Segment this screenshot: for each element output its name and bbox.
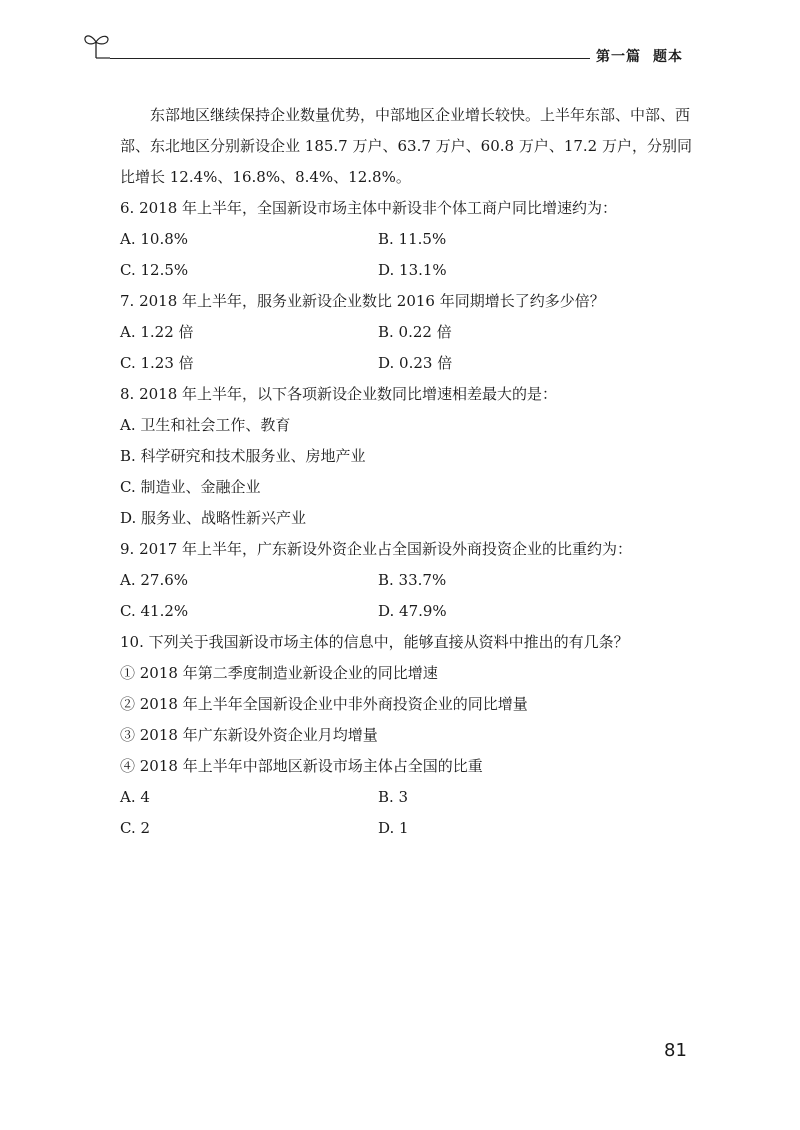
question-10 xyxy=(120,627,700,844)
question-text: 7. 2018 年上半年，服务业新设企业数比 2016 年同期增长了约多少倍？ xyxy=(120,292,605,310)
header-section: 题本 xyxy=(653,49,683,65)
option-b[interactable]: B. 3 xyxy=(378,788,409,806)
option-b[interactable]: B. 科学研究和技术服务业、房地产业 xyxy=(120,447,366,465)
header-rule xyxy=(110,58,590,59)
intro-paragraph: 东部地区继续保持企业数量优势，中部地区企业增长较快。上半年东部、中部、西部、东北地区分别新设企业 185.7 万户、63.7 万户、60.8 万户、17.2 万户，分别同比增长 12.4%、16.8%、8.4%、12.8%。 xyxy=(120,106,692,186)
option-c[interactable]: C. 41.2% xyxy=(120,602,189,620)
option-c[interactable]: C. 2 xyxy=(120,819,151,837)
option-a[interactable]: A. 10.8% xyxy=(120,230,189,248)
page-number: 81 xyxy=(664,1040,687,1061)
option-c[interactable]: C. 制造业、金融企业 xyxy=(120,478,261,496)
question-7 xyxy=(120,286,700,379)
page-content xyxy=(120,100,700,844)
option-a[interactable]: A. 4 xyxy=(120,788,150,806)
question-8 xyxy=(120,379,700,534)
option-c[interactable]: C. 12.5% xyxy=(120,261,189,279)
option-a[interactable]: A. 卫生和社会工作、教育 xyxy=(120,416,291,434)
question-text: 6. 2018 年上半年，全国新设市场主体中新设非个体工商户同比增速约为： xyxy=(120,199,618,217)
option-a[interactable]: A. 1.22 倍 xyxy=(120,323,194,341)
option-c[interactable]: C. 1.23 倍 xyxy=(120,354,194,372)
question-6 xyxy=(120,193,700,286)
option-d[interactable]: D. 服务业、战略性新兴产业 xyxy=(120,509,307,527)
option-b[interactable]: B. 11.5% xyxy=(378,230,447,248)
option-grid xyxy=(120,565,700,627)
question-text: 8. 2018 年上半年，以下各项新设企业数同比增速相差最大的是： xyxy=(120,385,558,403)
option-d[interactable]: D. 13.1% xyxy=(378,261,447,279)
question-text: 9. 2017 年上半年，广东新设外资企业占全国新设外商投资企业的比重约为： xyxy=(120,540,633,558)
statement-item: ④ 2018 年上半年中部地区新设市场主体占全国的比重 xyxy=(120,757,483,775)
statement-item: ① 2018 年第二季度制造业新设企业的同比增速 xyxy=(120,664,438,682)
option-b[interactable]: B. 33.7% xyxy=(378,571,447,589)
option-grid xyxy=(120,782,700,844)
sprout-logo-icon xyxy=(80,30,114,60)
option-d[interactable]: D. 47.9% xyxy=(378,602,447,620)
statement-item: ② 2018 年上半年全国新设企业中非外商投资企业的同比增量 xyxy=(120,695,528,713)
header-part: 第一篇 xyxy=(596,49,641,65)
option-grid xyxy=(120,224,700,286)
header-title xyxy=(596,46,695,66)
page-header xyxy=(0,0,800,80)
question-9 xyxy=(120,534,700,627)
option-d[interactable]: D. 0.23 倍 xyxy=(378,354,453,372)
statement-item: ③ 2018 年广东新设外资企业月均增量 xyxy=(120,726,378,744)
option-grid xyxy=(120,317,700,379)
option-d[interactable]: D. 1 xyxy=(378,819,409,837)
option-a[interactable]: A. 27.6% xyxy=(120,571,189,589)
option-b[interactable]: B. 0.22 倍 xyxy=(378,323,452,341)
question-text: 10. 下列关于我国新设市场主体的信息中，能够直接从资料中推出的有几条？ xyxy=(120,633,629,651)
